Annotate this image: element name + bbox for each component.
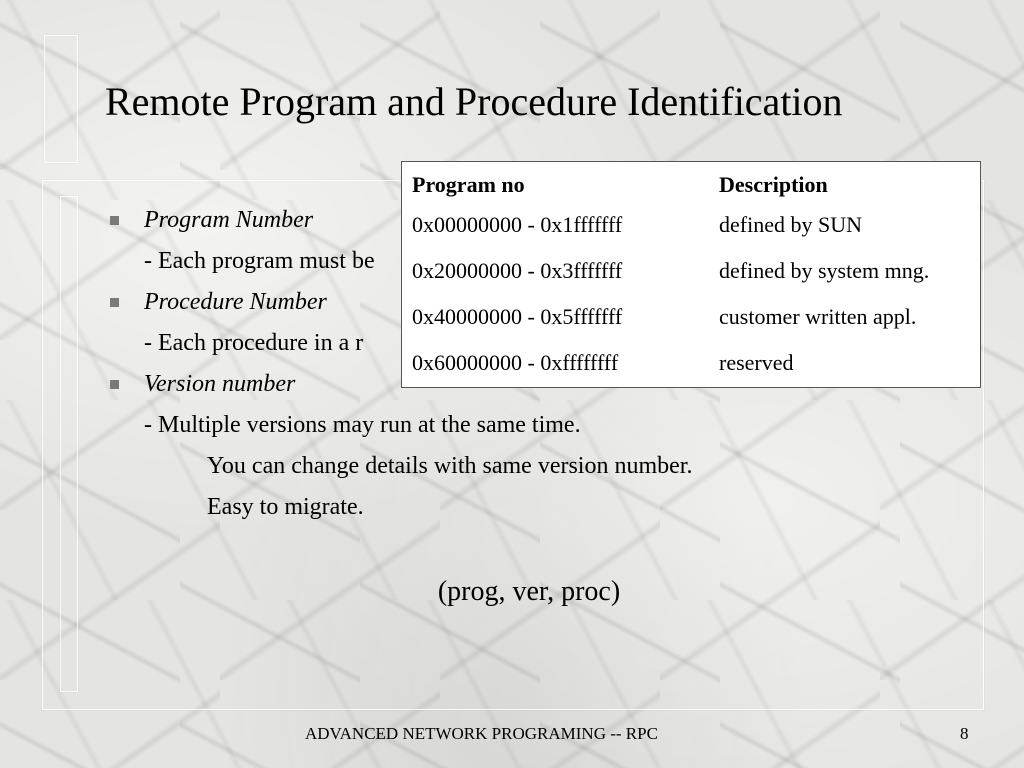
page-number: 8 <box>960 724 969 743</box>
cell-range: 0x20000000 - 0x3fffffff <box>412 258 623 283</box>
sub-sub-text: Easy to migrate. <box>207 494 364 520</box>
sub-sub-item <box>110 487 870 528</box>
square-bullet-icon <box>110 298 119 307</box>
sub-text: - Each procedure in a r <box>144 330 364 356</box>
footer-text: ADVANCED NETWORK PROGRAMING -- RPC <box>305 724 658 743</box>
bullet-text: Procedure Number <box>144 289 327 315</box>
cell-range: 0x00000000 - 0x1fffffff <box>412 212 623 237</box>
bullet-text: Program Number <box>144 207 314 233</box>
table-row <box>412 202 929 248</box>
square-bullet-icon <box>110 216 119 225</box>
table-row <box>412 294 929 340</box>
slide-title: Remote Program and Procedure Identification <box>105 79 843 124</box>
table-header-row <box>412 168 929 202</box>
sub-text: - Multiple versions may run at the same time. <box>144 412 581 438</box>
sub-text: - Each program must be <box>144 248 375 274</box>
header-program-no: Program no <box>412 172 525 197</box>
cell-range: 0x40000000 - 0x5fffffff <box>412 304 623 329</box>
cell-description: customer written appl. <box>719 304 917 329</box>
program-number-table <box>401 161 981 388</box>
decorative-frame-top-left <box>44 35 78 163</box>
sub-sub-text: You can change details with same version number. <box>207 453 693 479</box>
cell-description: reserved <box>719 350 794 375</box>
tuple-formula: (prog, ver, proc) <box>437 576 621 607</box>
table <box>412 168 929 386</box>
table-row <box>412 340 929 386</box>
cell-description: defined by system mng. <box>719 258 930 283</box>
table-row <box>412 248 929 294</box>
sub-sub-item <box>110 446 870 487</box>
cell-range: 0x60000000 - 0xffffffff <box>412 350 619 375</box>
header-description: Description <box>719 172 828 197</box>
cell-description: defined by SUN <box>719 212 862 237</box>
sub-item <box>110 405 870 446</box>
square-bullet-icon <box>110 380 119 389</box>
decorative-frame-left-bar <box>60 196 78 692</box>
bullet-text: Version number <box>144 371 296 397</box>
